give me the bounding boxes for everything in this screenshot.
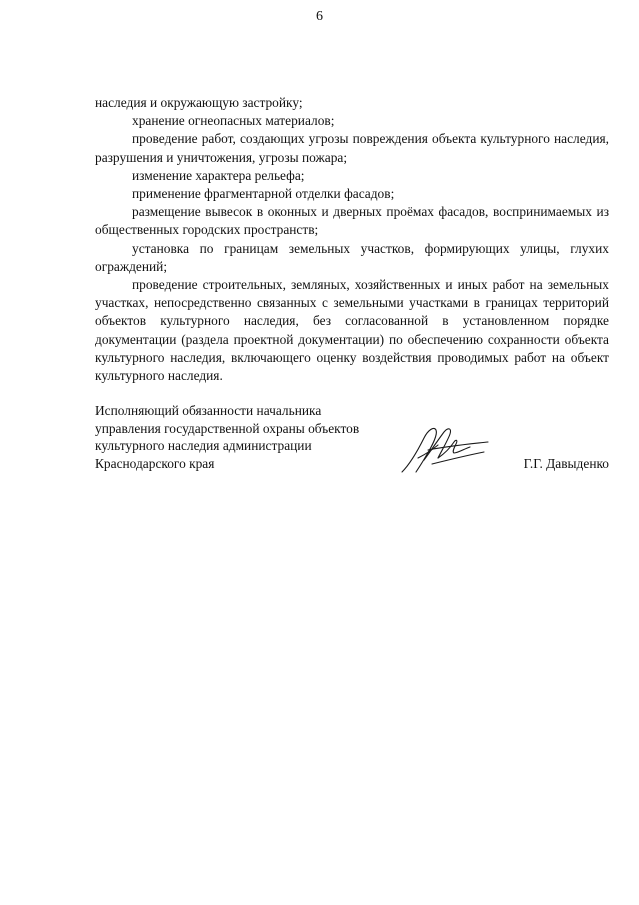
signature-block xyxy=(95,402,609,482)
list-item-relief: изменение характера рельефа; xyxy=(132,167,305,183)
position-line: управления государственной охраны объектов xyxy=(95,420,360,436)
position-line: культурного наследия администрации xyxy=(95,438,312,454)
document-body xyxy=(95,94,609,385)
page-number: 6 xyxy=(316,9,323,24)
signatory-position xyxy=(95,402,415,472)
handwritten-signature xyxy=(398,420,492,476)
position-line: Исполняющий обязанности начальника xyxy=(95,403,322,418)
list-item-signboards: размещение вывесок в оконных и дверных проёмах фасадов, воспринимаемых из общественных городских пространств; xyxy=(95,204,609,238)
list-item-threat-works: проведение работ, создающих угрозы повреждения объекта культурного наследия, разрушения и уничтожения, угрозы пожара; xyxy=(95,131,609,165)
list-item-facade-finish: применение фрагментарной отделки фасадов; xyxy=(132,186,395,202)
position-line: Краснодарского края xyxy=(95,455,215,471)
list-item-storage: хранение огнеопасных материалов; xyxy=(132,113,335,129)
list-item-construction-works: проведение строительных, земляных, хозяйственных и иных работ на земельных участках, непосредственно связанных с земельными участками в границах территорий объектов культурного наследия, без согласованной в установленном порядке документации (раздела проектной документации) по обеспечению сохранности объекта культурного наследия, включающего оценку воздействия проводимых работ на объект культурного наследия. xyxy=(95,277,609,384)
signer-name: Г.Г. Давыденко xyxy=(523,456,609,471)
paragraph-continuation: наследия и окружающую застройку; xyxy=(95,95,303,110)
list-item-fences: установка по границам земельных участков, формирующих улицы, глухих ограждений; xyxy=(95,240,609,274)
